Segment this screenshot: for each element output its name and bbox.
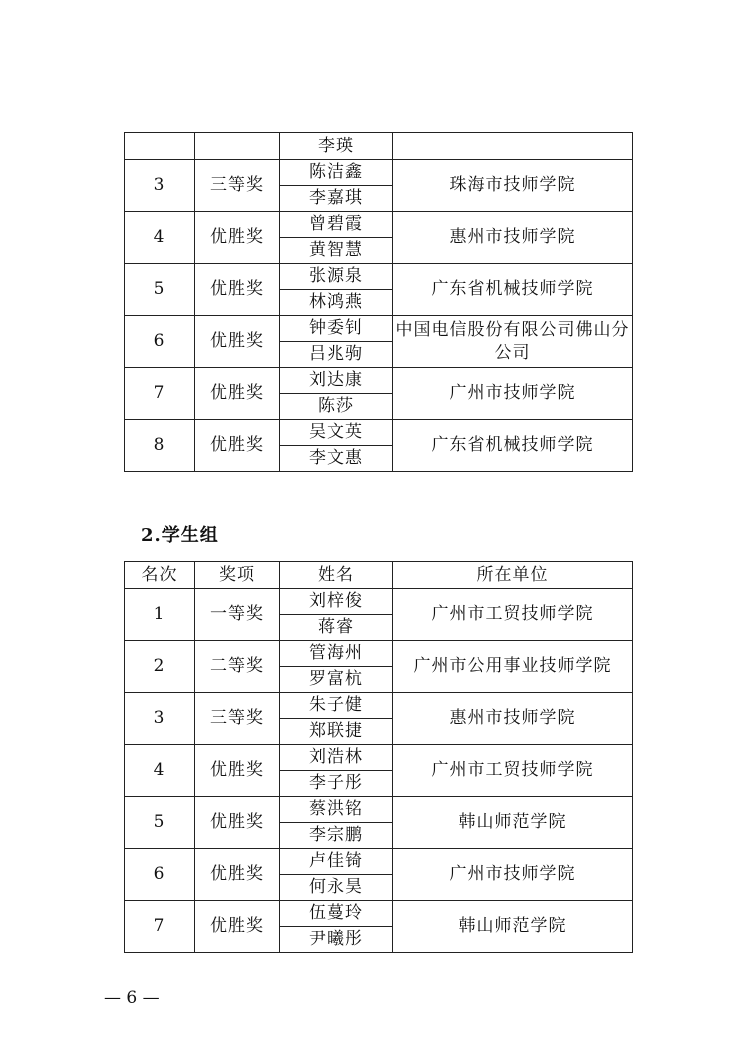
- name-cell: 朱子健: [280, 693, 393, 719]
- award-cell: 三等奖: [195, 693, 280, 745]
- header-name: 姓名: [280, 562, 393, 589]
- unit-cell: 广州市技师学院: [393, 368, 633, 420]
- unit-cell: 中国电信股份有限公司佛山分公司: [393, 316, 633, 368]
- unit-cell: 广东省机械技师学院: [393, 264, 633, 316]
- rank-cell: 8: [125, 420, 195, 472]
- name-cell: 吴文英: [280, 420, 393, 446]
- table-row: [125, 901, 633, 927]
- name-cell: 罗富杭: [280, 667, 393, 693]
- rank-cell: 6: [125, 849, 195, 901]
- table-row: [125, 589, 633, 615]
- table-row: [125, 264, 633, 290]
- name-cell: 张源泉: [280, 264, 393, 290]
- rank-cell: 4: [125, 745, 195, 797]
- name-cell: 尹曦彤: [280, 927, 393, 953]
- rank-cell: 4: [125, 212, 195, 264]
- name-cell: 伍蔓玲: [280, 901, 393, 927]
- table-row: [125, 797, 633, 823]
- rank-cell: 1: [125, 589, 195, 641]
- table-row: [125, 745, 633, 771]
- table-row: [125, 420, 633, 446]
- section-title-student-group: 2.学生组: [141, 525, 219, 546]
- award-cell: 三等奖: [195, 160, 280, 212]
- name-cell: 蒋睿: [280, 615, 393, 641]
- award-cell: 二等奖: [195, 641, 280, 693]
- award-table-continued: [124, 132, 633, 472]
- name-cell: 钟委钊: [280, 316, 393, 342]
- award-cell: 优胜奖: [195, 797, 280, 849]
- unit-cell: 惠州市技师学院: [393, 212, 633, 264]
- name-cell: 管海州: [280, 641, 393, 667]
- table-header-row: [125, 562, 633, 589]
- name-cell: 陈洁鑫: [280, 160, 393, 186]
- unit-cell: 广州市工贸技师学院: [393, 745, 633, 797]
- unit-cell: 韩山师范学院: [393, 901, 633, 953]
- unit-cell: 广东省机械技师学院: [393, 420, 633, 472]
- rank-cell: 5: [125, 264, 195, 316]
- award-cell: 优胜奖: [195, 420, 280, 472]
- unit-cell: 广州市公用事业技师学院: [393, 641, 633, 693]
- name-cell: 李文惠: [280, 446, 393, 472]
- name-cell: 曾碧霞: [280, 212, 393, 238]
- award-cell: 优胜奖: [195, 368, 280, 420]
- unit-cell: 韩山师范学院: [393, 797, 633, 849]
- award-cell: 优胜奖: [195, 212, 280, 264]
- header-unit: 所在单位: [393, 562, 633, 589]
- unit-cell: 广州市工贸技师学院: [393, 589, 633, 641]
- award-table-student-group-body: [125, 589, 633, 953]
- unit-cell: 珠海市技师学院: [393, 160, 633, 212]
- name-cell: 陈莎: [280, 394, 393, 420]
- header-rank: 名次: [125, 562, 195, 589]
- rank-cell: 2: [125, 641, 195, 693]
- rank-cell: 5: [125, 797, 195, 849]
- name-cell: 李瑛: [280, 133, 393, 160]
- rank-cell: 3: [125, 693, 195, 745]
- unit-cell: 惠州市技师学院: [393, 693, 633, 745]
- rank-cell: 6: [125, 316, 195, 368]
- name-cell: 李子彤: [280, 771, 393, 797]
- award-cell: 优胜奖: [195, 849, 280, 901]
- award-table-student-group: [124, 561, 633, 953]
- table-row: [125, 368, 633, 394]
- page-number: — 6 —: [104, 988, 160, 1008]
- award-cell: 优胜奖: [195, 316, 280, 368]
- rank-cell: 7: [125, 368, 195, 420]
- table-row: [125, 316, 633, 342]
- unit-cell: 广州市技师学院: [393, 849, 633, 901]
- name-cell: 卢佳锜: [280, 849, 393, 875]
- name-cell: 刘浩林: [280, 745, 393, 771]
- rank-cell: 3: [125, 160, 195, 212]
- name-cell: 刘达康: [280, 368, 393, 394]
- table-row: [125, 133, 633, 160]
- rank-cell: 7: [125, 901, 195, 953]
- name-cell: 郑联捷: [280, 719, 393, 745]
- award-cell: 一等奖: [195, 589, 280, 641]
- award-cell: 优胜奖: [195, 745, 280, 797]
- award-cell: [195, 133, 280, 160]
- table-row: [125, 849, 633, 875]
- name-cell: 李宗鹏: [280, 823, 393, 849]
- name-cell: 李嘉琪: [280, 186, 393, 212]
- table-row: [125, 212, 633, 238]
- table-row: [125, 693, 633, 719]
- award-cell: 优胜奖: [195, 901, 280, 953]
- name-cell: 林鸿燕: [280, 290, 393, 316]
- name-cell: 黄智慧: [280, 238, 393, 264]
- unit-cell: [393, 133, 633, 160]
- rank-cell: [125, 133, 195, 160]
- table-row: [125, 160, 633, 186]
- name-cell: 蔡洪铭: [280, 797, 393, 823]
- table-row: [125, 641, 633, 667]
- header-award: 奖项: [195, 562, 280, 589]
- award-cell: 优胜奖: [195, 264, 280, 316]
- name-cell: 吕兆驹: [280, 342, 393, 368]
- award-table-continued-body: [125, 133, 633, 472]
- name-cell: 刘梓俊: [280, 589, 393, 615]
- name-cell: 何永昊: [280, 875, 393, 901]
